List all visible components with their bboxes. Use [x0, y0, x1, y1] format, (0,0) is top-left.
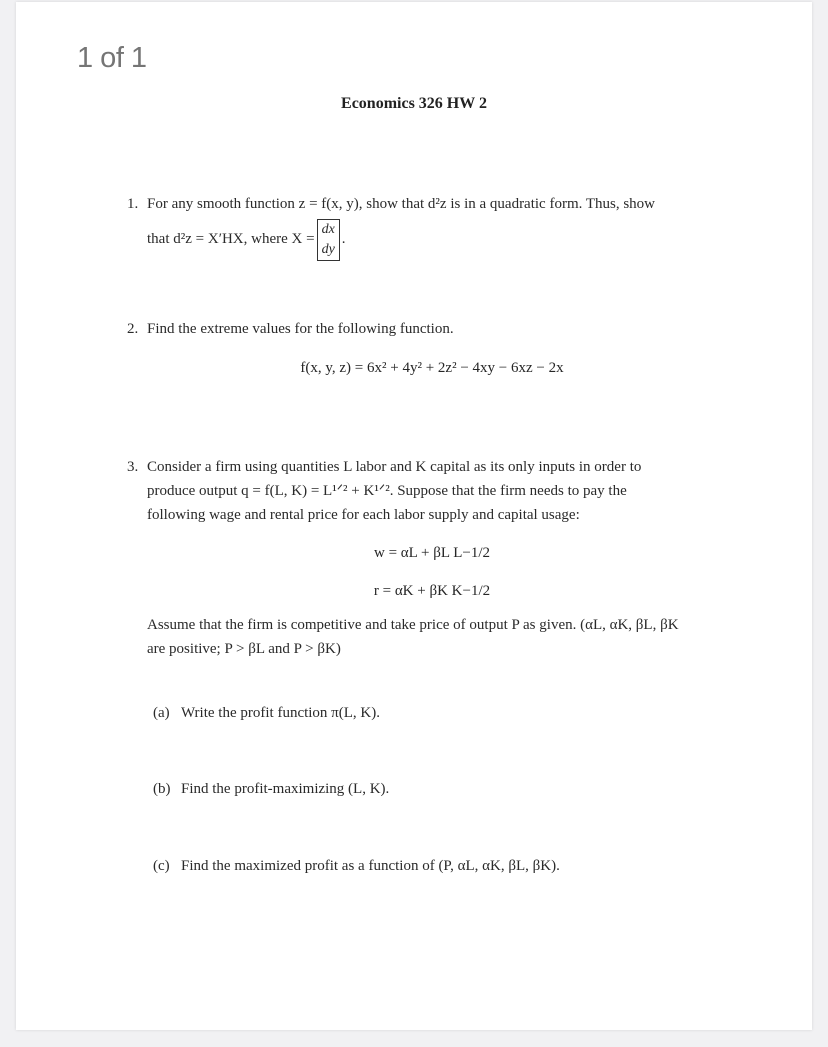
page-indicator: 1 of 1 — [77, 42, 147, 74]
q3-part-a: Write the profit function π(L, K). — [181, 705, 380, 721]
document-title: Economics 326 HW 2 — [341, 95, 487, 112]
q3-part-b-label: (b) — [153, 781, 171, 797]
q3-part-c: Find the maximized profit as a function of (P, αL, αK, βL, βK). — [181, 858, 560, 874]
q3-number: 3. — [127, 459, 139, 475]
q1-line2-end: . — [341, 231, 346, 247]
q3-part-b: Find the profit-maximizing (L, K). — [181, 781, 390, 797]
q1-number: 1. — [127, 196, 139, 212]
q2-number: 2. — [127, 321, 139, 337]
q3-line3: following wage and rental price for each labor supply and capital usage: — [147, 507, 580, 523]
vector-matrix — [317, 219, 340, 261]
q2-line1: Find the extreme values for the following function. — [147, 321, 454, 337]
q3-assume-line2: are positive; P > βL and P > βK) — [147, 641, 341, 657]
q3-equation-wage: w = αL + βL L−1/2 — [374, 545, 490, 561]
q3-part-a-label: (a) — [153, 705, 170, 721]
q3-assume-line1: Assume that the firm is competitive and take price of output P as given. (αL, αK, βL, βK — [147, 617, 679, 633]
q1-line2 — [147, 216, 346, 262]
q3-equation-rent: r = αK + βK K−1/2 — [373, 583, 491, 599]
document-page — [16, 2, 812, 1030]
q3-line1: Consider a firm using quantities L labor and K capital as its only inputs in order to — [147, 459, 642, 475]
vector-bottom: dy — [321, 241, 335, 257]
q1-line1: For any smooth function z = f(x, y), show that d²z is in a quadratic form. Thus, show — [147, 196, 656, 212]
q3-part-c-label: (c) — [153, 858, 170, 874]
q3-line2: produce output q = f(L, K) = L¹ᐟ² + K¹ᐟ². Suppose that the firm needs to pay the — [147, 483, 627, 499]
q2-equation: f(x, y, z) = 6x² + 4y² + 2z² − 4xy − 6xz − 2x — [300, 360, 564, 376]
vector-top: dx — [321, 221, 335, 237]
q1-line2-text: that d²z = X′HX, where X = — [147, 231, 315, 247]
